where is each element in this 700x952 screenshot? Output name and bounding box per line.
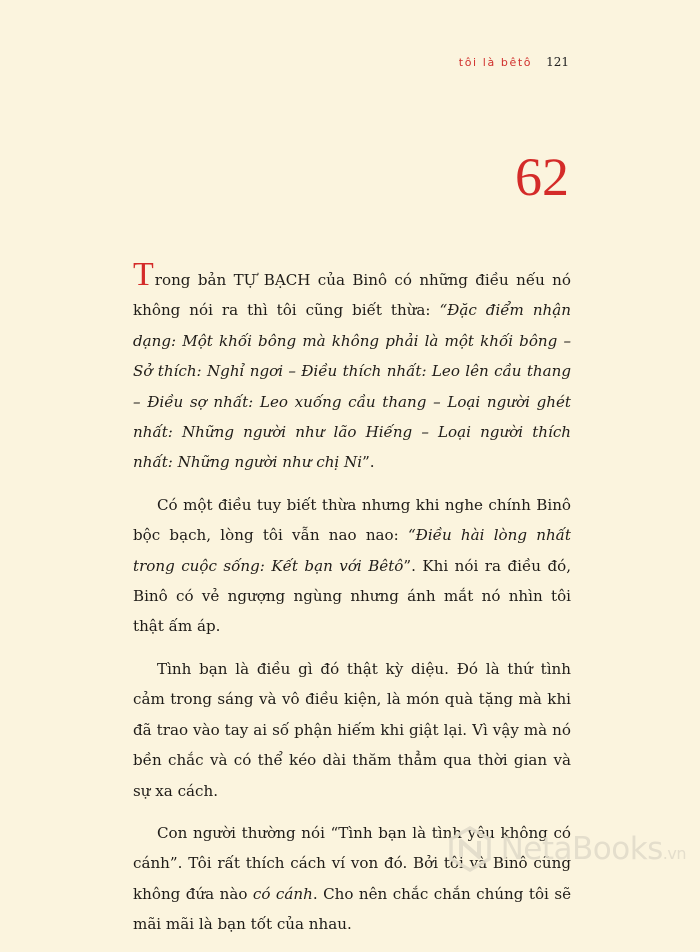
paragraph-2 bbox=[133, 490, 571, 642]
paragraph-4-end: . Cho nên chắc chắn chúng tôi sẽ mãi mãi là bạn tốt của nhau. bbox=[133, 884, 572, 934]
watermark-text bbox=[501, 831, 686, 867]
paragraph-4-text: Con người thường nói “Tình bạn là tình yêu không có cánh”. Tôi rất thích cách ví von đó. Bởi tôi và Binô cũng không đứa nào bbox=[133, 823, 571, 903]
paragraph-2-quote: “Điều hài lòng nhất trong cuộc sống: Kết bạn với Bêtô bbox=[133, 526, 571, 575]
page-header bbox=[459, 55, 569, 69]
paragraph-1-quote: “Đặc điểm nhận dạng: Một khối bông mà không phải là một khối bông – Sở thích: Nghỉ ngơi – Điều thích nhất: Leo lên cầu thang – Điều sợ nhất: Leo xuống cầu thang – Loại người ghét nhất: Những người như lão Hiếng – Loại người thích nhất: Những người như chị Ni bbox=[133, 301, 571, 472]
paragraph-1 bbox=[133, 258, 571, 478]
chapter-number: 62 bbox=[515, 147, 569, 207]
running-title: tôi là bêtô bbox=[458, 56, 533, 69]
watermark bbox=[447, 826, 686, 872]
paragraph-1-end: ”. bbox=[362, 453, 375, 472]
watermark-tld: .vn bbox=[662, 844, 686, 863]
paragraph-4-emphasis: có cánh bbox=[252, 884, 313, 903]
paragraph-2-end: ”. Khi nói ra điều đó, Binô có vẻ ngượng ngùng nhưng ánh mắt nó nhìn tôi thật ấm áp. bbox=[133, 556, 571, 636]
paragraph-3-text: Tình bạn là điều gì đó thật kỳ diệu. Đó là thứ tình cảm trong sáng và vô điều kiện, là món quà tặng mà khi đã trao vào tay ai số phận hiếm khi giật lại. Vì vậy mà nó bền chắc và có thể kéo dài thăm thẳm qua thời gian và sự xa cách. bbox=[133, 659, 571, 800]
paragraph-3 bbox=[133, 654, 571, 806]
netabooks-logo-icon bbox=[447, 826, 493, 872]
page-number: 121 bbox=[546, 55, 569, 69]
drop-cap: T bbox=[133, 256, 154, 293]
paragraph-1-text: rong bản TỰ BẠCH của Binô có những điều nếu nó không nói ra thì tôi cũng biết thừa: bbox=[133, 271, 571, 320]
watermark-brand: NetaBooks bbox=[500, 831, 663, 867]
paragraph-2-text: Có một điều tuy biết thừa nhưng khi nghe chính Binô bộc bạch, lòng tôi vẫn nao nao: bbox=[133, 495, 571, 545]
